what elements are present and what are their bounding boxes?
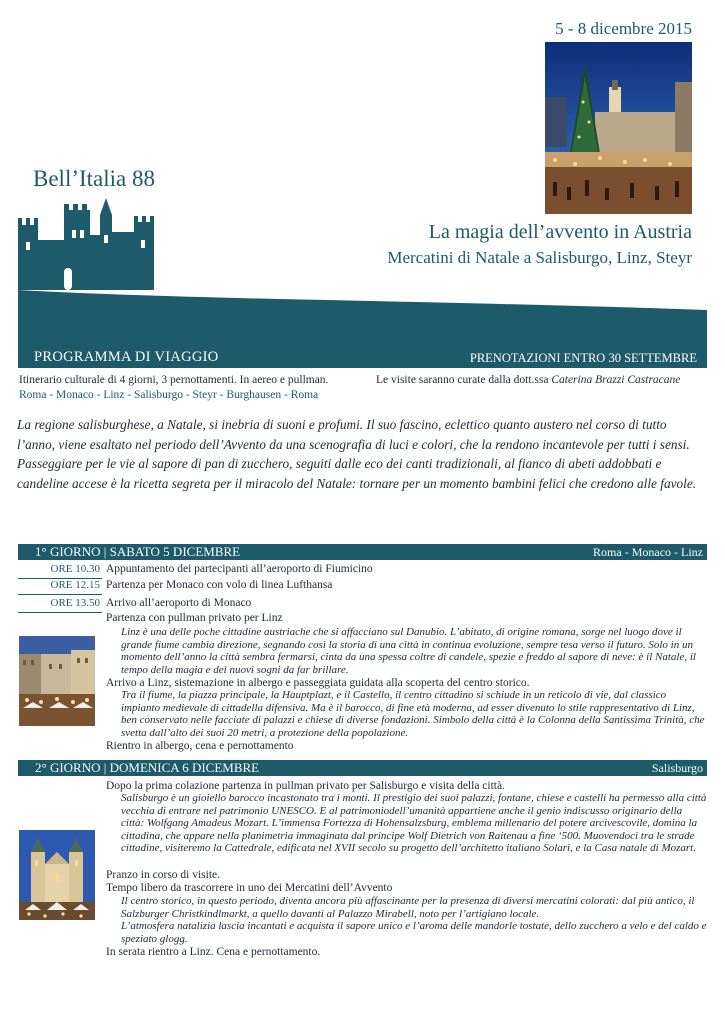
day1-transfer: Partenza con pullman privato per Linz [106,612,283,624]
salzburg-description: Salisburgo è un gioiello barocco incastonato tra i monti. Il prestigio dei suoi palazzi, fontane, chiese e castelli ha permesso alla città vecchia di entrare nel patrimonio UNESCO. E al patrimoniodell’umanità appartiene anche il genio indiscusso originario della città: Wolfgang Amadeus Mozart. L’immensa Fortezza di Hohensalzsburg, emblema millenario del potere arcivescovile, domina la cittadina, che appare nella planimetria immaginata dal principe Wolf Dietrich von Raitenau a fine ‘500. Muovendoci tra le strade cittadine, visiteremo la Cattedrale, edificata nel XVII secolo su progetto dell’architetto italiano Solari, e la Casa natale di Mozart. [121,792,707,855]
curator-note [376,374,680,386]
brand-name: Bell’Italia 88 [33,166,155,191]
day2-free-time: Tempo libero da trascorrere in uno dei Mercatini dell’Avvento [106,882,393,894]
linz-description: Linz è una delle poche cittadine austriache che si affacciano sul Danubio. L’abitato, di origine romana, sorge nel luogo dove il grande fiume cambia direzione, segnando così la storia di una città in continua evoluzione, sempre tesa verso il futuro. Solo in un momento dell’anno la città sembra fermarsi, cinta da una spessa coltre di candele, spezie e freddo al sapore di neve: è il Natale, il tempo della magia e dei nuovi sogni da far brillare. [121,626,696,676]
atmosphere-description: L’atmosfera natalizia lascia incantati e acquista il sapore unico e l’aroma delle mandorle tostate, dello zucchero a velo e del caldo e speziato glogg. [121,920,707,945]
page-subtitle: Mercatini di Natale a Salisburgo, Linz, Steyr [387,248,692,267]
curator-name: Caterina Brazzi Castracane [551,374,681,386]
page-title: La magia dell’avvento in Austria [428,221,692,243]
itinerary-summary: Itinerario culturale di 4 giorni, 3 pernottamenti. In aereo e pullman. [19,374,329,386]
program-label: PROGRAMMA DI VIAGGIO [34,349,219,365]
intro-paragraph: La regione salisburghese, a Natale, si inebria di suoni e profumi. Il suo fascino, eclettico quanto austero nel corso di tutto l’anno, viene esaltato nel periodo dell’Avvento da una scenografia di luci e colori, che la rendono incantevole per tutti i sensi. Passeggiare per le vie al sapore di pan di zucchero, seguiti dalle eco dei canti tradizionali, al fianco di abeti addobbati e candeline accese è la ricetta segreta per il miracolo del Natale: tornare per un momento bambini felici che credono alle favole. [17,417,697,491]
day2-bar [18,760,707,776]
day1-time-3: ORE 13.50 [18,597,102,613]
program-bar [18,346,707,368]
day1-evening: Rientro in albergo, cena e pernottamento [106,740,294,752]
linz-center-description: Tra il fiume, la piazza principale, la Hauptplazt, e il Castello, il centro cittadino si schiude in un reticolo di vie, dal classico impianto medievale di cittadella difensiva. Ma è il barocco, di fine età moderna, ad esser divenuto lo stile rappresentativo di Linz, ben conservato nelle facciate di palazzi e chiese di diverse fondazioni. Simbolo della città è la Colonna della Santissima Trinità, che svetta dall’alto dei suoi 20 metri, a protezione della popolazione. [121,689,705,739]
day2-title: 2° GIORNO | DOMENICA 6 DICEMBRE [35,760,260,775]
day1-time-2: ORE 12.15 [18,579,102,595]
day2-route: Salisburgo [651,761,703,775]
day1-title: 1° GIORNO | SABATO 5 DICEMBRE [35,544,241,559]
day2-evening: In serata rientro a Linz. Cena e pernottamento. [106,946,321,958]
castle-skyline-icon [18,198,154,290]
trip-route: Roma - Monaco - Linz - Salisburgo - Steyr - Burghausen - Roma [19,389,319,401]
market-description: Il centro storico, in questo periodo, diventa ancora più affascinante per la presenza di diversi mercatini colorati: dal più antico, il Salzburger Christkindlmarkt, a quello davanti al Palazzo Mirabell, noto per l’artigiano locale. [121,895,695,920]
day2-morning: Dopo la prima colazione partenza in pullman privato per Salisburgo e visita della città. [106,780,505,792]
day1-bar [18,544,707,560]
day1-route: Roma - Monaco - Linz [593,545,703,559]
day1-arrival: Arrivo a Linz, sistemazione in albergo e passeggiata guidata alla scoperta del centro storico. [106,677,530,689]
day2-lunch: Pranzo in corso di visite. [106,869,221,881]
day1-event-1: Appuntamento dei partecipanti all’aeroporto di Fiumicino [106,563,373,575]
day1-event-3: Arrivo all’aeroporto di Monaco [106,597,252,609]
day1-time-1: ORE 10.30 [18,563,102,579]
booking-deadline: PRENOTAZIONI ENTRO 30 SETTEMBRE [469,351,697,365]
trip-date: 5 - 8 dicembre 2015 [555,19,692,38]
curator-prefix: Le visite saranno curate dalla dott.ssa [376,374,552,386]
salzburg-cathedral-photo [19,830,95,920]
day1-event-2: Partenza per Monaco con volo di linea Lufthansa [106,579,333,591]
linz-market-photo [19,636,95,726]
